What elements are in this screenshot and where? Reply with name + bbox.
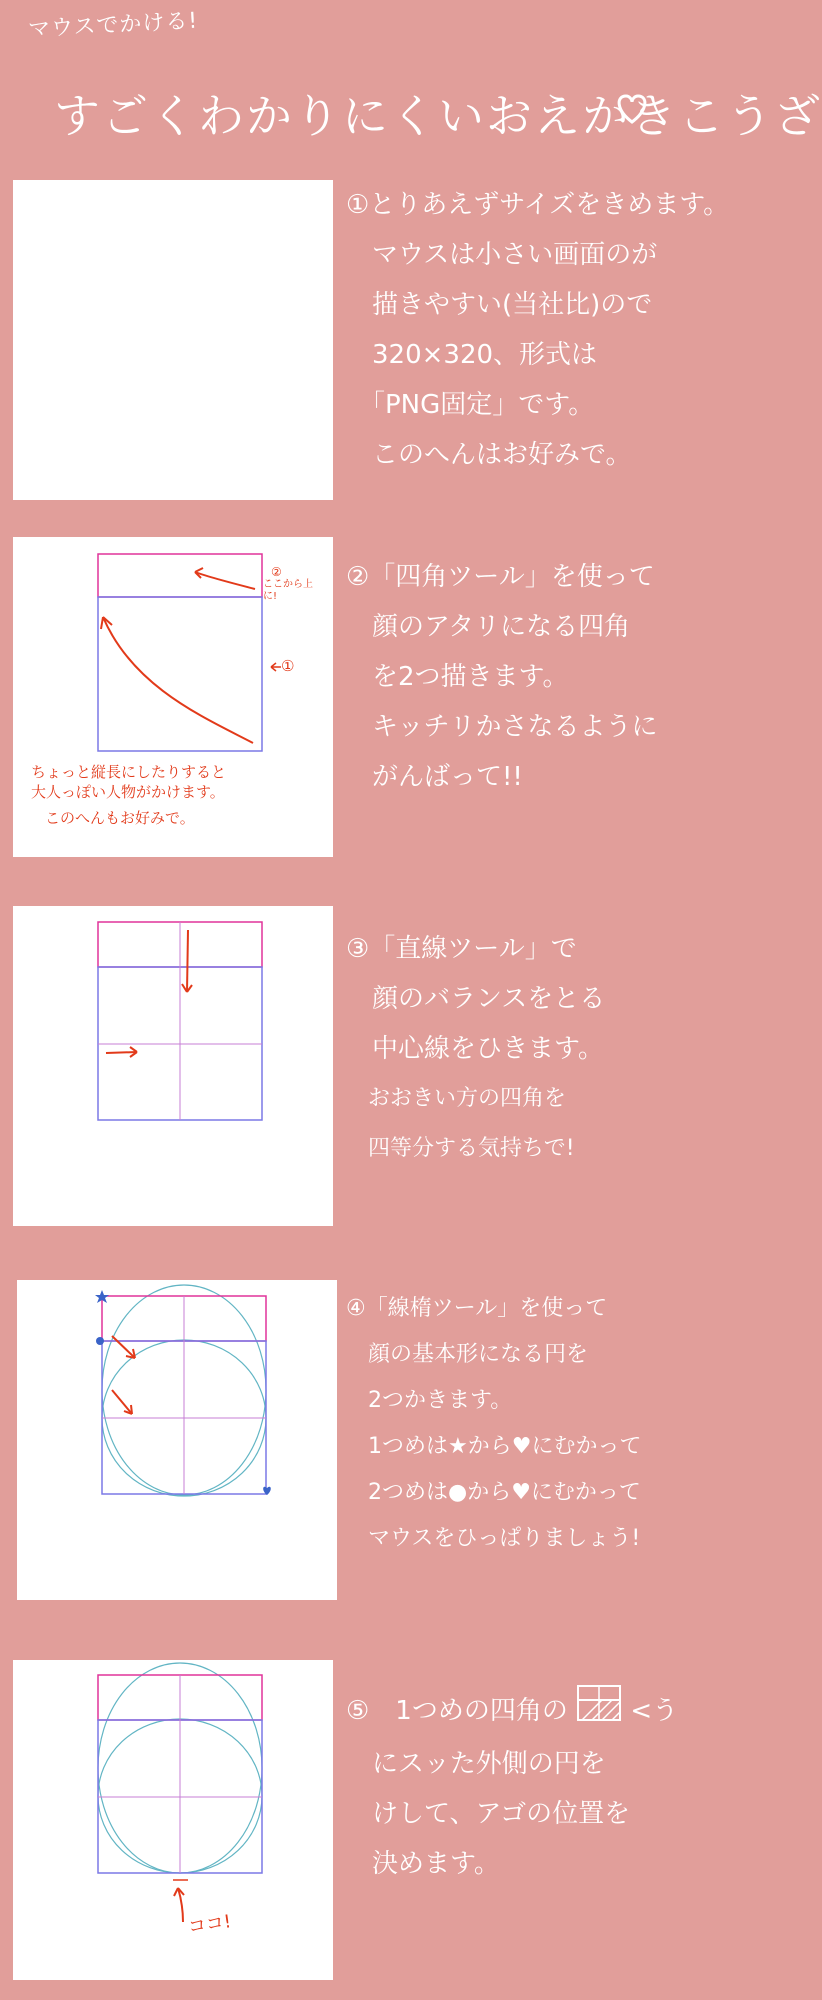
annot-note-2: 大人っぽい人物がかけます。 <box>31 783 225 801</box>
step-4-line-6: マウスをひっぱりましょう! <box>346 1526 641 1551</box>
arrow-dot <box>112 1390 132 1414</box>
hatched-rect-icon <box>576 1684 622 1739</box>
step-5-line-1-text: ⑤ 1つめの四角の <box>346 1696 568 1726</box>
heart-icon <box>612 88 652 132</box>
annot-label-1: ① <box>281 657 295 675</box>
step-1-line-3: 描きやすい(当社比)ので <box>346 290 653 320</box>
step-3-line-1: ③「直線ツール」で <box>346 934 577 964</box>
step-4-line-2: 顔の基本形になる円を <box>346 1342 589 1367</box>
step-5-arrow-text: <う <box>630 1696 679 1726</box>
step-2-line-3: を2つ描きます。 <box>346 662 569 692</box>
step-4-line-1: ④「線楕ツール」を使って <box>346 1296 608 1321</box>
step-5-text <box>346 1684 686 1889</box>
step-5-line-4: 決めます。 <box>346 1849 500 1879</box>
step-1-line-6: このへんはお好みで。 <box>346 440 632 470</box>
arrow-diagonal <box>103 617 253 743</box>
subtitle: マウスでかける! <box>27 8 199 43</box>
arrow-star <box>112 1336 135 1358</box>
step-2-line-5: がんばって!! <box>346 762 523 792</box>
step-4-line-4: 1つめは★から♥にむかって <box>346 1434 642 1459</box>
step-4-line-3: 2つかきます。 <box>346 1388 513 1413</box>
canvas-panel-3 <box>13 906 333 1226</box>
arrow-down <box>187 930 188 992</box>
step-4-line-5: 2つめは●から♥にむかって <box>346 1480 641 1505</box>
annot-from-here: ここから上に! <box>263 579 313 602</box>
panel-4-drawing <box>17 1280 337 1600</box>
step-5-line-1 <box>346 1684 686 1739</box>
step-1-line-1: ①とりあえずサイズをきめます。 <box>346 190 730 220</box>
step-3-line-2: 顔のバランスをとる <box>346 984 606 1014</box>
annot-note-1: ちょっと縦長にしたりすると <box>31 763 227 781</box>
large-rect <box>98 597 262 751</box>
step-4-text <box>346 1286 686 1562</box>
step-3-line-3: 中心線をひきます。 <box>346 1034 604 1064</box>
panel-3-drawing <box>13 906 333 1226</box>
step-2-line-2: 顔のアタリになる四角 <box>346 612 631 642</box>
dot-marker-icon <box>96 1337 104 1345</box>
step-2-line-4: キッチリかさなるように <box>346 712 658 742</box>
annot-here: ココ! <box>186 1911 233 1938</box>
step-1-line-4: 320×320、形式は <box>346 340 598 370</box>
small-rect <box>98 554 262 597</box>
step-1-line-2: マウスは小さい画面のが <box>346 240 658 270</box>
step-3-text <box>346 924 686 1174</box>
step-2-text <box>346 552 686 802</box>
arrow-up <box>195 572 255 589</box>
step-5-line-3: けして、アゴの位置を <box>346 1799 631 1829</box>
canvas-panel-5 <box>13 1660 333 1980</box>
page-title: すごくわかりにくいおえかきこうざ <box>54 89 822 143</box>
canvas-panel-1 <box>13 180 333 500</box>
annot-label-2: ② <box>271 565 282 579</box>
arrow-right <box>106 1052 137 1053</box>
step-5-line-2: にスッた外側の円を <box>346 1749 606 1779</box>
annot-note-3: このへんもお好みで。 <box>45 809 195 827</box>
step-1-text <box>346 180 730 480</box>
canvas-panel-4 <box>17 1280 337 1600</box>
step-3-line-4: おおきい方の四角を <box>346 1086 567 1111</box>
panel-5-drawing <box>13 1660 333 1980</box>
canvas-panel-2 <box>13 537 333 857</box>
step-1-line-5: 「PNG固定」です。 <box>346 390 595 420</box>
step-3-line-5: 四等分する気持ちで! <box>346 1136 575 1161</box>
step-2-line-1: ②「四角ツール」を使って <box>346 562 655 592</box>
